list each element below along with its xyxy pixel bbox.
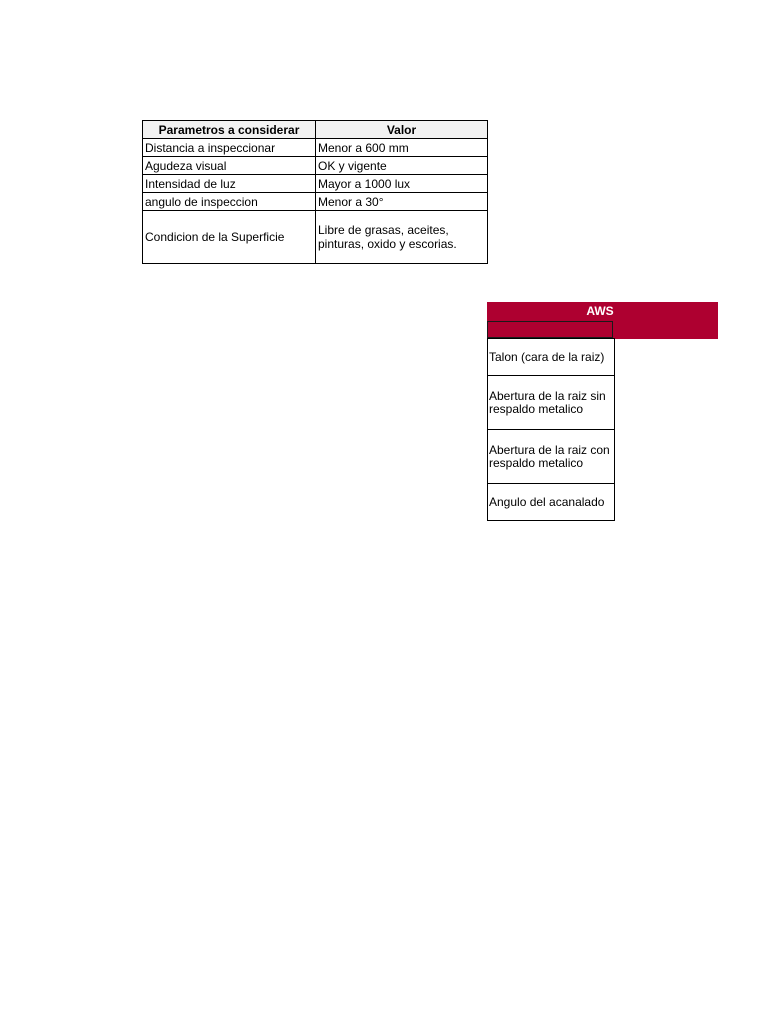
table-row bbox=[143, 211, 488, 264]
inspection-parameters-table bbox=[142, 120, 488, 264]
table-row bbox=[143, 139, 488, 157]
table-row bbox=[488, 376, 615, 430]
param-cell: angulo de inspeccion bbox=[143, 193, 316, 211]
aws-header-band bbox=[487, 302, 718, 339]
table-row bbox=[143, 193, 488, 211]
header-value: Valor bbox=[316, 121, 488, 139]
param-cell: Intensidad de luz bbox=[143, 175, 316, 193]
param-cell: Distancia a inspeccionar bbox=[143, 139, 316, 157]
table-row bbox=[488, 430, 615, 484]
aws-title: AWS bbox=[586, 304, 614, 318]
value-cell: Libre de grasas, aceites, pinturas, oxido y escorias. bbox=[316, 211, 488, 264]
aws-row-label: Talon (cara de la raiz) bbox=[488, 339, 615, 376]
header-parameters: Parametros a considerar bbox=[143, 121, 316, 139]
aws-empty-header-cell bbox=[487, 321, 613, 338]
table-row bbox=[488, 339, 615, 376]
param-cell: Agudeza visual bbox=[143, 157, 316, 175]
aws-row-label: Angulo del acanalado bbox=[488, 484, 615, 521]
value-cell: Menor a 600 mm bbox=[316, 139, 488, 157]
table-row bbox=[143, 157, 488, 175]
value-cell: OK y vigente bbox=[316, 157, 488, 175]
aws-row-label: Abertura de la raiz con respaldo metalico bbox=[488, 430, 615, 484]
table-header-row bbox=[143, 121, 488, 139]
aws-row-label: Abertura de la raiz sin respaldo metalico bbox=[488, 376, 615, 430]
table-row bbox=[488, 484, 615, 521]
value-cell: Mayor a 1000 lux bbox=[316, 175, 488, 193]
table-row bbox=[143, 175, 488, 193]
aws-parameters-table bbox=[487, 338, 615, 521]
param-cell: Condicion de la Superficie bbox=[143, 211, 316, 264]
value-cell: Menor a 30° bbox=[316, 193, 488, 211]
